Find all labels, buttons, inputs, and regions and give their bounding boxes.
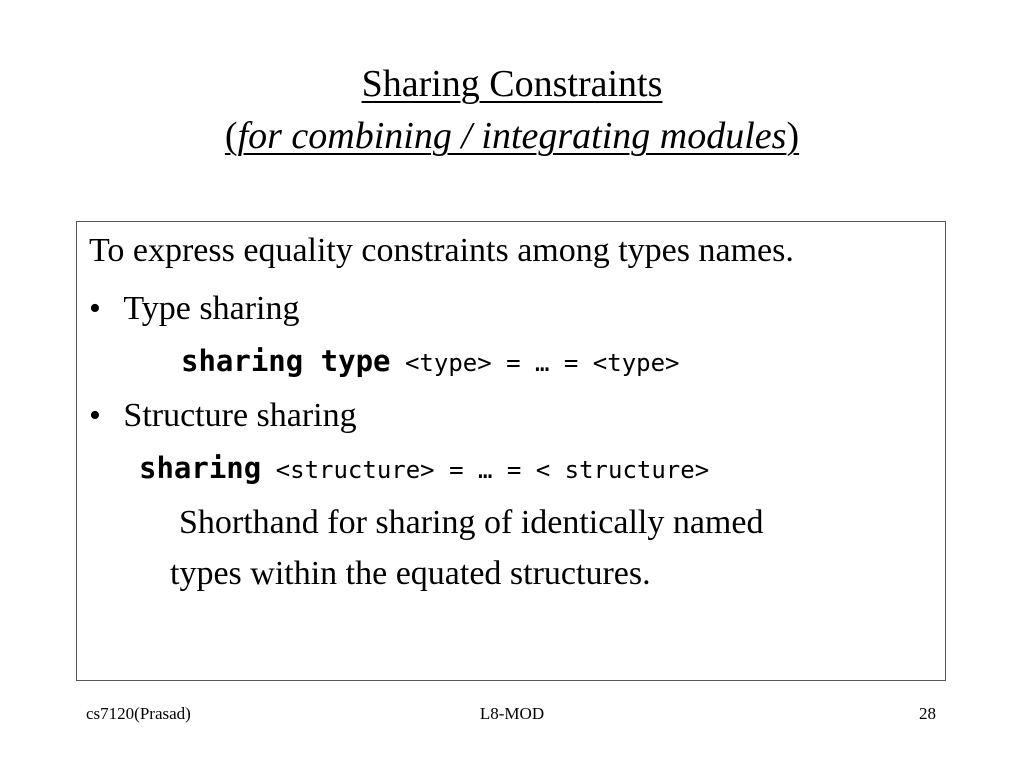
code-structure-sharing <box>139 451 709 485</box>
intro-text: To express equality constraints among types names. <box>89 232 794 269</box>
footer-page-number: 28 <box>919 704 936 723</box>
slide-title: Sharing Constraints <box>361 63 663 105</box>
slide-subtitle <box>0 110 1024 162</box>
bullet-marker: • <box>89 290 101 327</box>
subtitle-close-paren: ) <box>786 115 800 157</box>
subtitle-open-paren: ( <box>224 115 238 157</box>
note-line-2: types within the equated structures. <box>170 555 651 592</box>
footer-course: cs7120(Prasad) <box>86 704 191 723</box>
note-line-1: Shorthand for sharing of identically named <box>179 504 764 541</box>
subtitle-text: for combining / integrating modules <box>237 115 787 157</box>
bullet-type-sharing <box>89 290 299 328</box>
bullet-label: Type sharing <box>123 290 300 327</box>
bullet-marker: • <box>89 397 101 434</box>
bullet-structure-sharing <box>89 397 357 435</box>
code-rest: <structure> = … = < structure> <box>275 456 710 484</box>
code-rest: <type> = … = <type> <box>404 349 680 377</box>
code-keyword: sharing type <box>181 344 391 378</box>
code-type-sharing <box>181 344 680 378</box>
footer-lecture: L8-MOD <box>479 704 545 723</box>
code-keyword: sharing <box>139 451 262 485</box>
slide-title-block <box>0 58 1024 162</box>
bullet-label: Structure sharing <box>123 397 357 434</box>
